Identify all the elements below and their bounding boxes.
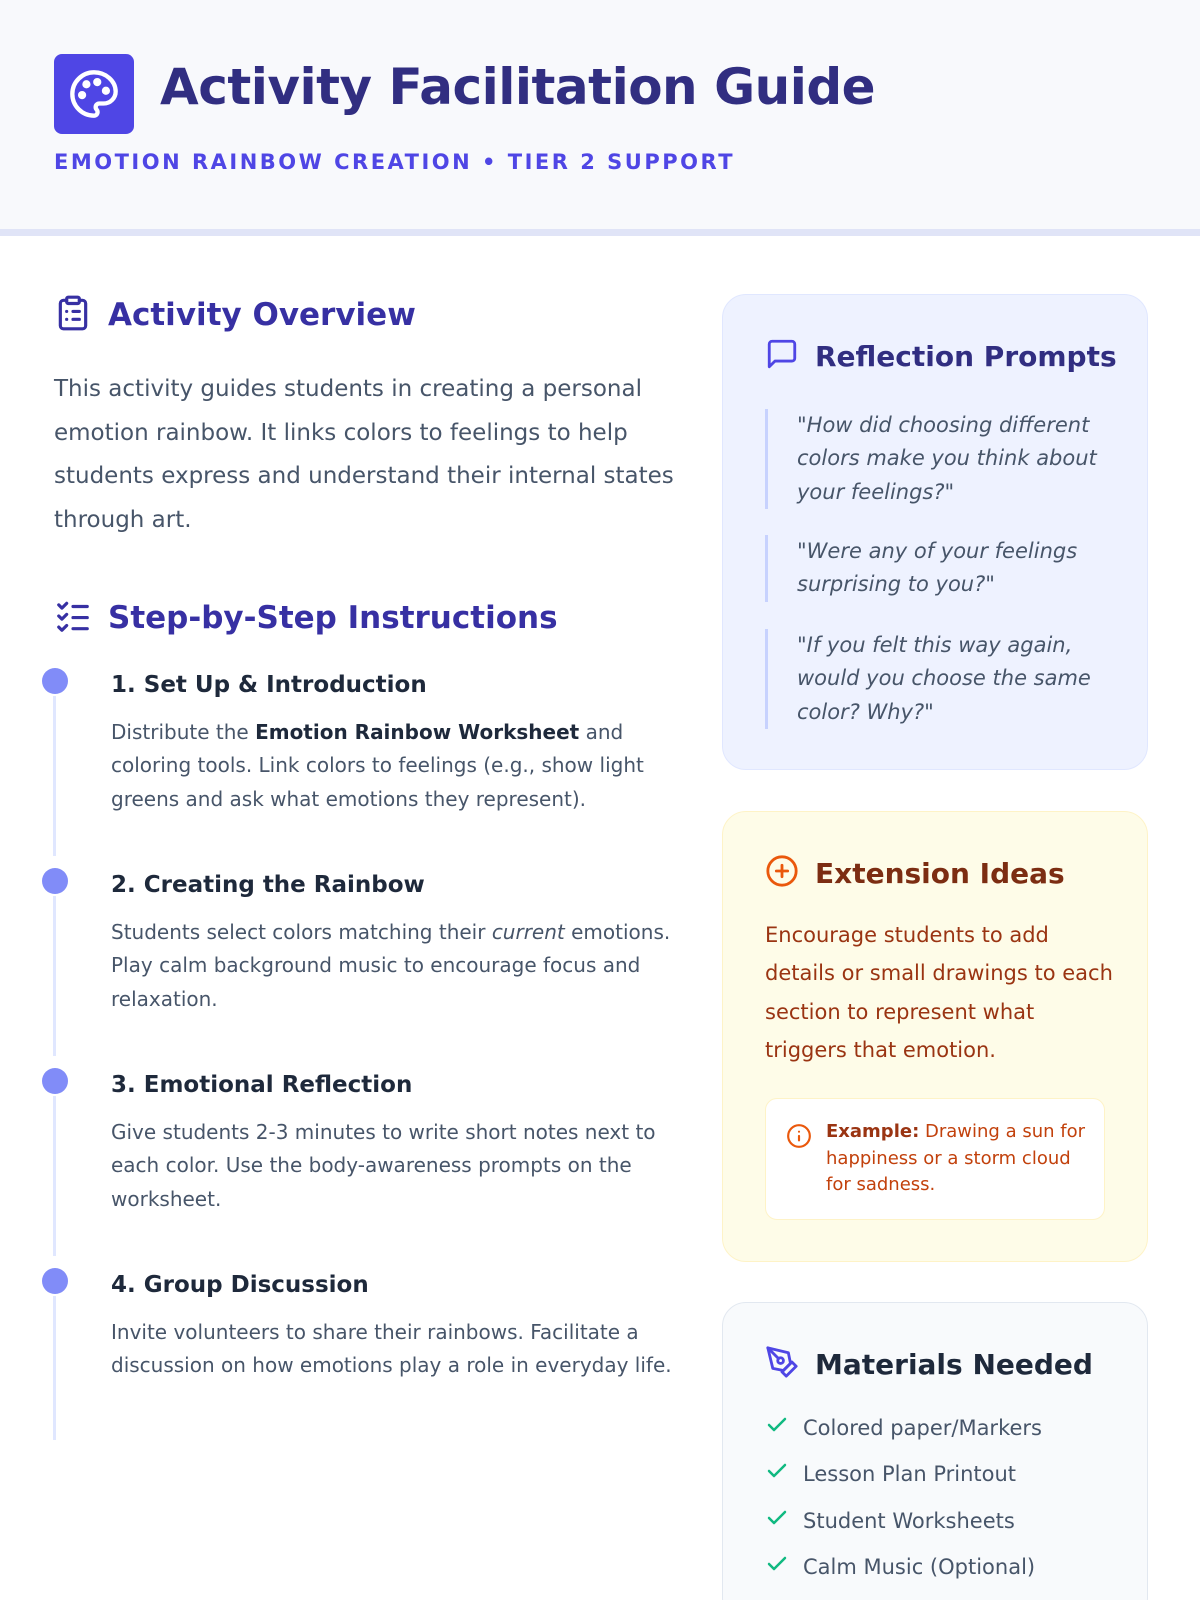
check-icon	[765, 1459, 789, 1488]
extension-title: Extension Ideas	[815, 856, 1065, 890]
message-square-icon	[765, 337, 799, 375]
reflection-prompt: "How did choosing different colors make you think about your feelings?"	[765, 409, 1105, 509]
instructions-heading	[54, 597, 558, 639]
reflection-card	[722, 294, 1148, 770]
step-connector	[53, 896, 56, 1056]
material-item: Lesson Plan Printout	[765, 1459, 1016, 1488]
extension-text: Encourage students to add details or small drawings to each section to represent what triggers that emotion.	[765, 923, 1113, 1062]
reflection-title: Reflection Prompts	[815, 339, 1117, 373]
step-marker	[42, 668, 68, 694]
example-label: Example:	[826, 1121, 920, 1142]
extension-heading	[765, 854, 1065, 892]
step-body: Give students 2-3 minutes to write short notes next to each color. Use the body-awareness prompts on the worksheet.	[111, 1120, 656, 1211]
page-subtitle: EMOTION RAINBOW CREATION • TIER 2 SUPPORT	[54, 150, 736, 174]
reflection-prompt: "If you felt this way again, would you choose the same color? Why?"	[765, 629, 1105, 729]
example-text: Example: Drawing a sun for happiness or a storm cloud for sadness.	[826, 1121, 1085, 1195]
materials-title: Materials Needed	[815, 1347, 1093, 1381]
step-body: Students select colors matching their current emotions. Play calm background music to encourage focus and relaxation.	[111, 920, 671, 1011]
extension-card	[722, 811, 1148, 1262]
step-title: 1. Set Up & Introduction	[111, 672, 427, 698]
check-icon	[765, 1506, 789, 1535]
step-title: 3. Emotional Reflection	[111, 1072, 413, 1098]
clipboard-list-icon	[54, 294, 92, 336]
materials-card	[722, 1302, 1148, 1600]
example-callout	[765, 1098, 1105, 1220]
overview-text: This activity guides students in creating a personal emotion rainbow. It links colors to feelings to help students express and understand their internal states through art.	[54, 376, 674, 533]
reflection-prompt: "Were any of your feelings surprising to you?"	[765, 535, 1105, 602]
palette-icon	[54, 54, 134, 134]
instructions-title: Step-by-Step Instructions	[108, 600, 558, 636]
step-marker	[42, 1268, 68, 1294]
page-header	[0, 0, 1200, 236]
worksheet-name: Emotion Rainbow Worksheet	[255, 720, 580, 744]
material-item: Colored paper/Markers	[765, 1413, 1042, 1442]
overview-title: Activity Overview	[108, 297, 416, 333]
material-item: Student Worksheets	[765, 1506, 1015, 1535]
reflection-heading	[765, 337, 1117, 375]
info-icon	[786, 1123, 812, 1153]
step-connector	[53, 1096, 56, 1256]
step-connector	[53, 1296, 56, 1440]
step-body: Invite volunteers to share their rainbows. Facilitate a discussion on how emotions play a role in everyday life.	[111, 1320, 672, 1378]
plus-circle-icon	[765, 854, 799, 892]
emphasis-text: current	[491, 920, 565, 944]
step-body: Distribute the Emotion Rainbow Worksheet and coloring tools. Link colors to feelings (e.g., show light greens and ask what emotions they represent).	[111, 720, 644, 811]
step-title: 2. Creating the Rainbow	[111, 872, 425, 898]
step-title: 4. Group Discussion	[111, 1272, 369, 1298]
step-marker	[42, 1068, 68, 1094]
pen-tool-icon	[765, 1345, 799, 1383]
materials-heading	[765, 1345, 1093, 1383]
step-connector	[53, 696, 56, 856]
overview-heading	[54, 294, 416, 336]
step-marker	[42, 868, 68, 894]
material-item: Calm Music (Optional)	[765, 1552, 1035, 1581]
list-checks-icon	[54, 597, 92, 639]
check-icon	[765, 1413, 789, 1442]
page-title: Activity Facilitation Guide	[160, 58, 876, 116]
check-icon	[765, 1552, 789, 1581]
